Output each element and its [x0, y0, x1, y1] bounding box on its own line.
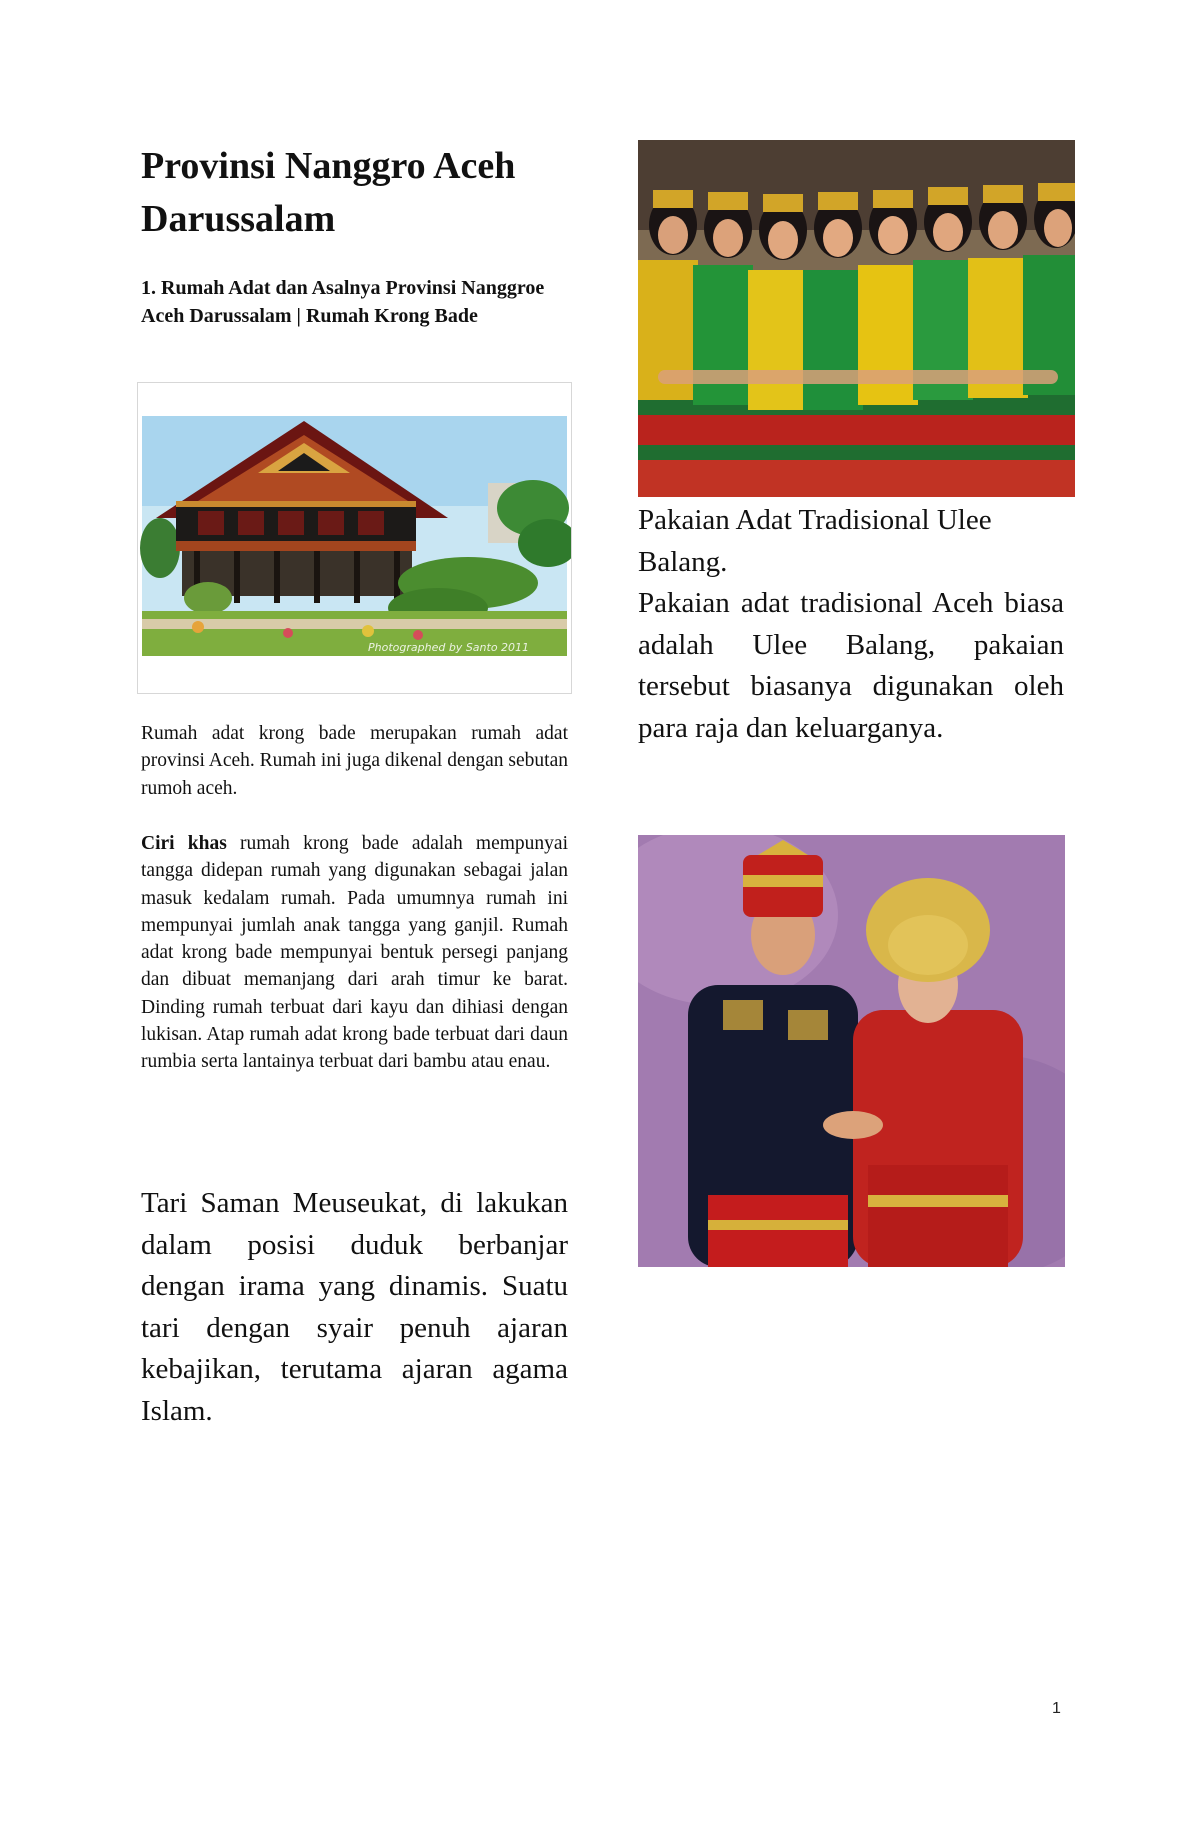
house-features-paragraph	[141, 830, 568, 1076]
saman-dancers-photo	[638, 140, 1075, 497]
page-number: 1	[1052, 1700, 1061, 1717]
house-photo-frame	[137, 382, 572, 694]
ulee-balang-couple-photo	[638, 835, 1065, 1267]
photo-watermark: Photographed by Santo 2011	[368, 641, 530, 654]
clothing-heading: Pakaian Adat Tradisional Ulee Balang.	[638, 504, 992, 578]
house-intro-paragraph: Rumah adat krong bade merupakan rumah adat provinsi Aceh. Rumah ini juga dikenal dengan sebutan rumoh aceh.	[141, 723, 568, 799]
clothing-paragraph: Pakaian adat tradisional Aceh biasa adalah Ulee Balang, pakaian tersebut biasanya digunakan oleh para raja dan keluarganya.	[638, 587, 1064, 744]
clothing-text-block	[638, 500, 1064, 750]
features-body-text: rumah krong bade adalah mempunyai tangga didepan rumah yang digunakan sebagai jalan masuk kedalam rumah. Pada umumnya rumah ini mempunyai jumlah anak tangga yang ganjil. Rumah adat krong bade mempunyai bentuk persegi panjang dan dibuat memanjang dari arah timur ke barat. Dinding rumah terbuat dari kayu dan dihiasi dengan lukisan. Atap rumah adat krong bade terbuat dari daun rumbia serta lantainya terbuat dari bambu atau enau.	[141, 833, 568, 1073]
dance-paragraph: Tari Saman Meuseukat, di lakukan dalam posisi duduk berbanjar dengan irama yang dinamis. Suatu tari dengan syair penuh ajaran kebajikan, terutama ajaran agama Islam.	[141, 1187, 568, 1427]
section-heading: 1. Rumah Adat dan Asalnya Provinsi Nanggroe Aceh Darussalam | Rumah Krong Bade	[141, 277, 545, 327]
page-title: Provinsi Nanggro Aceh Darussalam	[141, 145, 516, 240]
rumah-krong-bade-photo	[138, 383, 571, 693]
features-lead-text: Ciri khas	[141, 833, 227, 854]
